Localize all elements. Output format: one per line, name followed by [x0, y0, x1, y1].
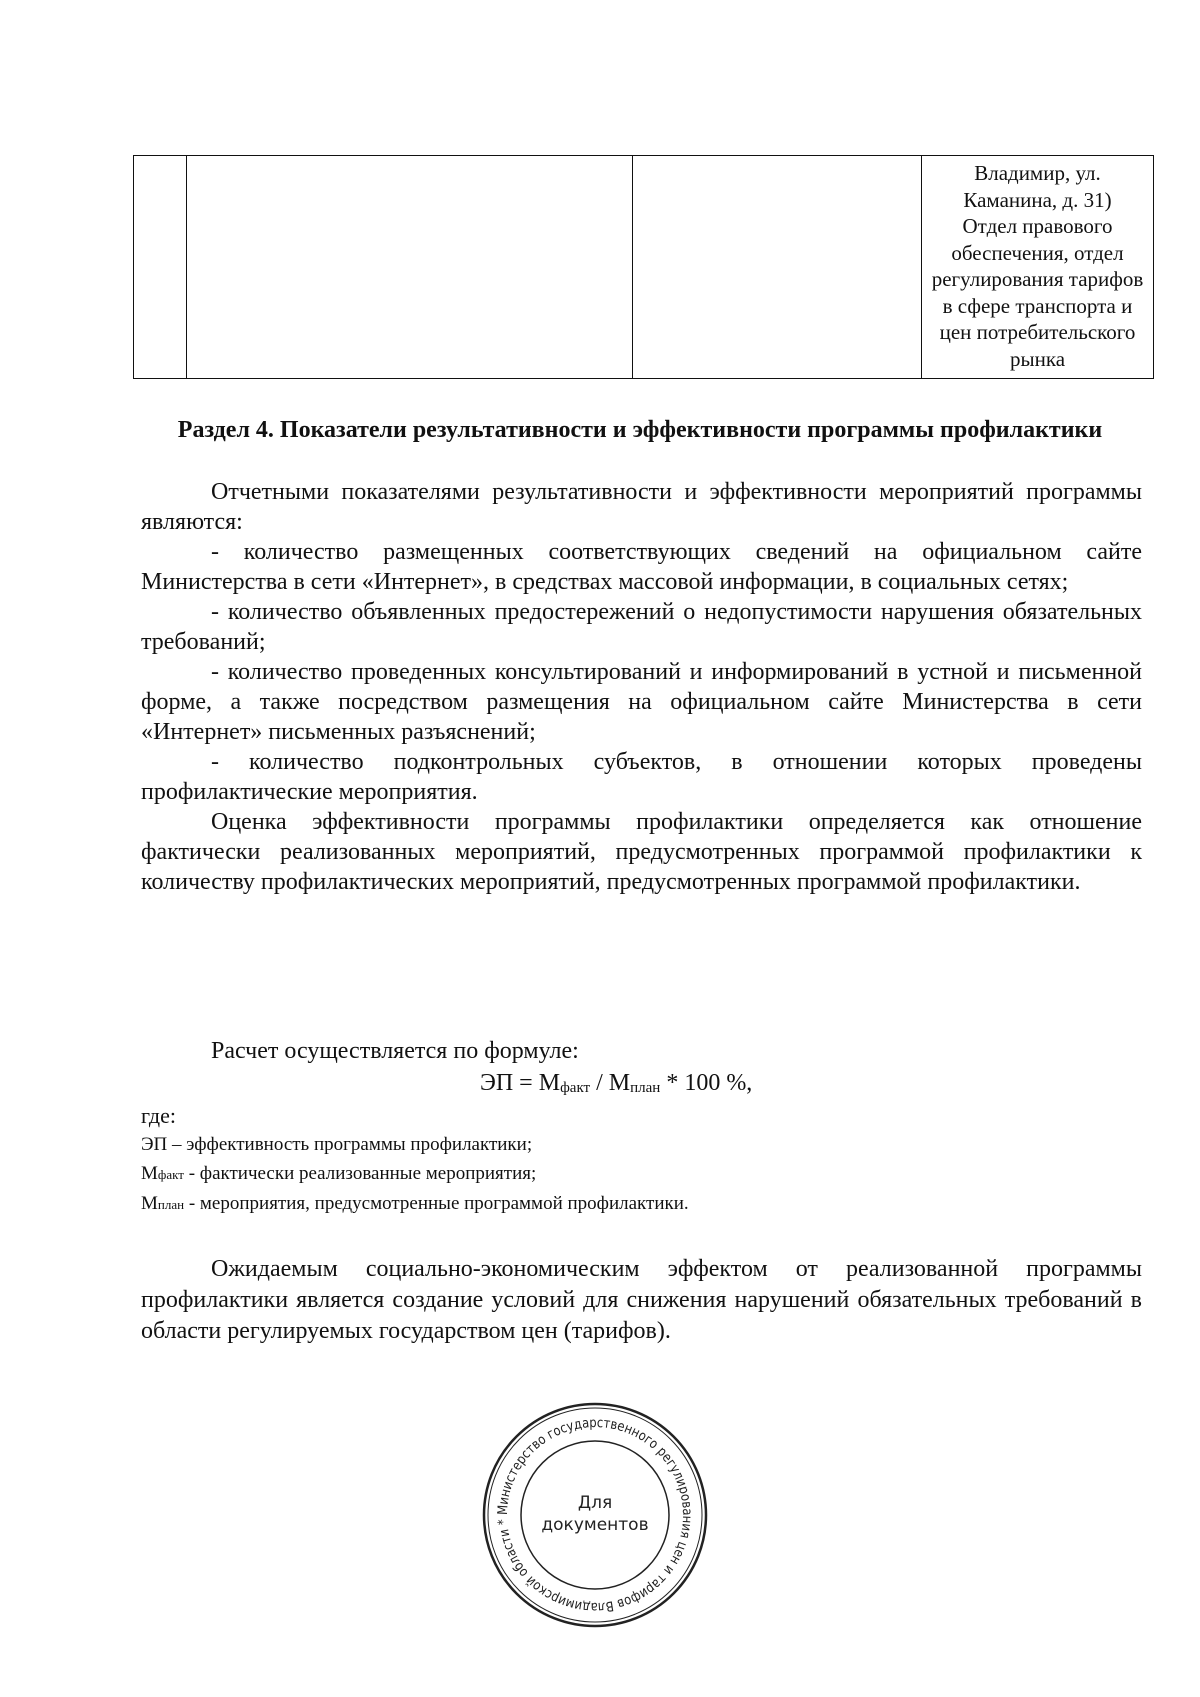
- table-cell-number: [134, 156, 187, 379]
- definition-mfact: Мфакт - фактически реализованные мероприятия;: [141, 1163, 537, 1184]
- seal-ring-textpath: Министерство государственного регулирования цен и тарифов Владимирской области *: [494, 1414, 696, 1616]
- conclusion-paragraph: [141, 1254, 1142, 1347]
- intro-paragraph: Отчетными показателями результативности и эффективности мероприятий программы являются:: [141, 479, 1142, 535]
- table-row: [134, 156, 1154, 379]
- seal-center-line2: документов: [541, 1515, 649, 1535]
- where-label: где:: [141, 1103, 176, 1128]
- indicator-item-1: - количество размещенных соответствующих сведений на официальном сайте Министерства в сети «Интернет», в средствах массовой информации, в социальных сетях;: [141, 539, 1142, 595]
- section-heading: Раздел 4. Показатели результативности и эффективности программы профилактики: [177, 417, 1103, 443]
- indicator-item-3: - количество проведенных консультирований и информирований в устной и письменной форме, а также посредством размещения на официальном сайте Министерства в сети «Интернет» письменных разъяснений;: [141, 659, 1142, 745]
- formula-definitions: [141, 1130, 689, 1219]
- indicator-item-2: - количество объявленных предостережений о недопустимости нарушения обязательных требований;: [141, 599, 1142, 655]
- official-seal: [480, 1400, 710, 1630]
- indicator-item-4: - количество подконтрольных субъектов, в отношении которых проведены профилактические мероприятия.: [141, 749, 1142, 805]
- formula: ЭП = $М_{факт} / М_{план} * 100$ %,: [480, 1070, 753, 1096]
- table-cell-deadline: [633, 156, 922, 379]
- continued-table: [133, 155, 1154, 379]
- indicators-block: [141, 477, 1142, 897]
- formula-intro: Расчет осуществляется по формуле:: [211, 1038, 579, 1064]
- conclusion-text: Ожидаемым социально-экономическим эффектом от реализованной программы профилактики является создание условий для снижения нарушений обязательных требований в области регулируемых государством цен (тарифов).: [141, 1256, 1142, 1344]
- responsible-text: Владимир, ул. Каманина, д. 31) Отдел правового обеспечения, отдел регулирования тарифов в сфере транспорта и цен потребительского рынка: [931, 161, 1144, 371]
- definition-ep: ЭП – эффективность программы профилактики;: [141, 1134, 533, 1155]
- table-cell-responsible: [922, 156, 1154, 379]
- assessment-paragraph: Оценка эффективности программы профилактики определяется как отношение фактически реализованных мероприятий, предусмотренных программой профилактики к количеству профилактических мероприятий, предусмотренных программой профилактики.: [141, 809, 1142, 895]
- table-cell-measure: [187, 156, 633, 379]
- definition-mplan: Мплан - мероприятия, предусмотренные программой профилактики.: [141, 1193, 689, 1214]
- seal-center-line1: Для: [577, 1493, 613, 1513]
